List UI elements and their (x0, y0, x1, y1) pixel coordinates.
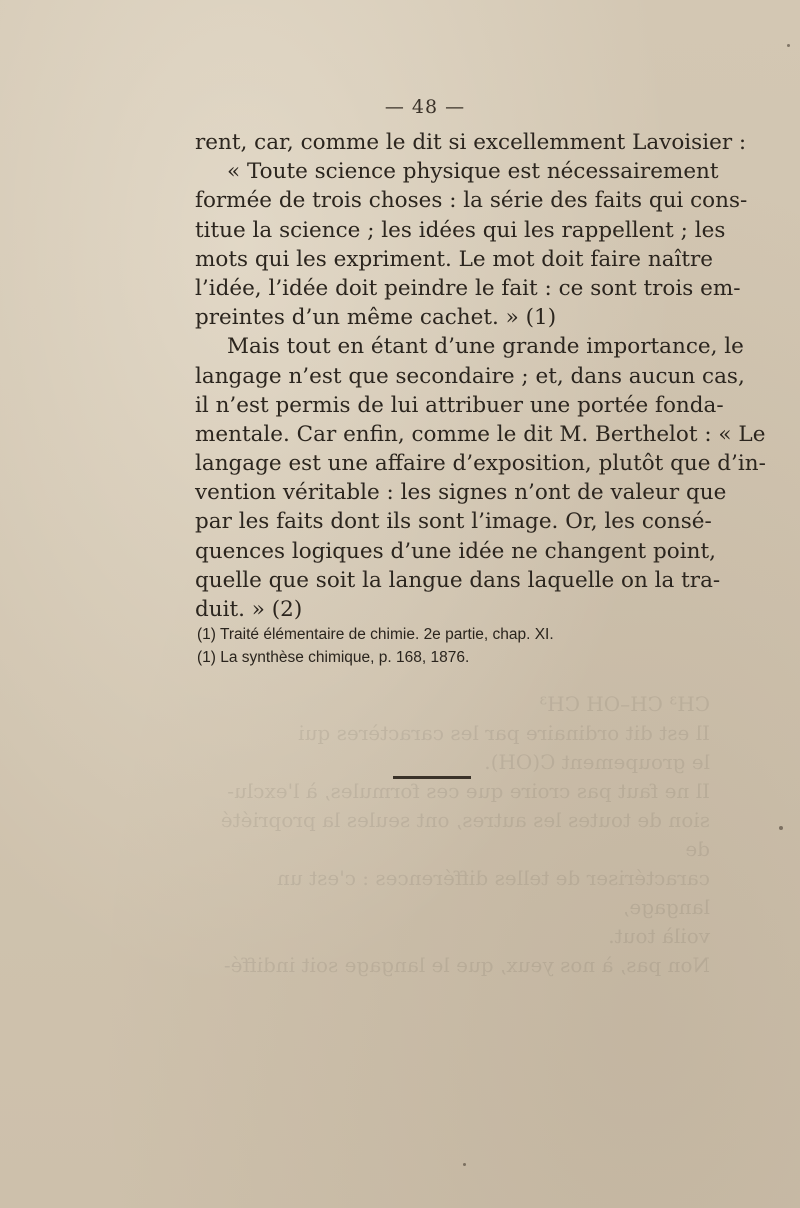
text-line: il n’est permis de lui attribuer une portée fonda- (195, 392, 724, 418)
text-line: quences logiques d’une idée ne changent point, (195, 538, 716, 564)
text-line: preintes d’un même cachet. » (1) (195, 305, 557, 331)
text-line: par les faits dont ils sont l’image. Or, les consé- (195, 509, 712, 535)
body-text (195, 128, 766, 624)
paper-speck (779, 826, 783, 830)
page-number: — 48 — (384, 96, 466, 118)
text-line: l’idée, l’idée doit peindre le fait : ce sont trois em- (195, 275, 741, 301)
text-line: langage n’est que secondaire ; et, dans aucun cas, (195, 363, 745, 389)
footnote: (1) La synthèse chimique, p. 168, 1876. (197, 649, 470, 666)
text-line: duit. » (2) (195, 597, 303, 622)
text-line: langage est une affaire d’exposition, plutôt que d’in- (195, 451, 766, 477)
text-line: formée de trois choses : la série des faits qui cons- (195, 188, 748, 214)
text-line: vention véritable : les signes n’ont de valeur que (195, 480, 727, 506)
paper-speck (787, 44, 790, 47)
text-line: mentale. Car enfin, comme le dit M. Berthelot : « Le (195, 421, 766, 447)
text-line: Mais tout en étant d’une grande importance, le (227, 334, 744, 360)
footnote: (1) Traité élémentaire de chimie. 2e partie, chap. XI. (197, 626, 554, 643)
text-line: mots qui les expriment. Le mot doit faire naître (195, 246, 714, 272)
footnotes (197, 623, 677, 669)
text-line: rent, car, comme le dit si excellemment Lavoisier : (195, 130, 747, 155)
text-line: titue la science ; les idées qui les rappellent ; les (195, 217, 726, 243)
text-line: quelle que soit la langue dans laquelle on la tra- (195, 567, 721, 593)
text-line: « Toute science physique est nécessairement (227, 159, 719, 185)
paper-speck (463, 1163, 466, 1166)
show-through-text: CH³ CH–OH CH³ Il est dit ordinaire par les caractères qui le groupement C(OH). Il ne faut pas croire que ces formules, à l'exclu- sion de toutes les autres, ont seules la propriété de caractériser de telles différences : c'est un langage, voilà tout. Non pas, à nos yeux, que le langage soit indiffé- (220, 692, 710, 977)
end-rule (393, 776, 471, 779)
